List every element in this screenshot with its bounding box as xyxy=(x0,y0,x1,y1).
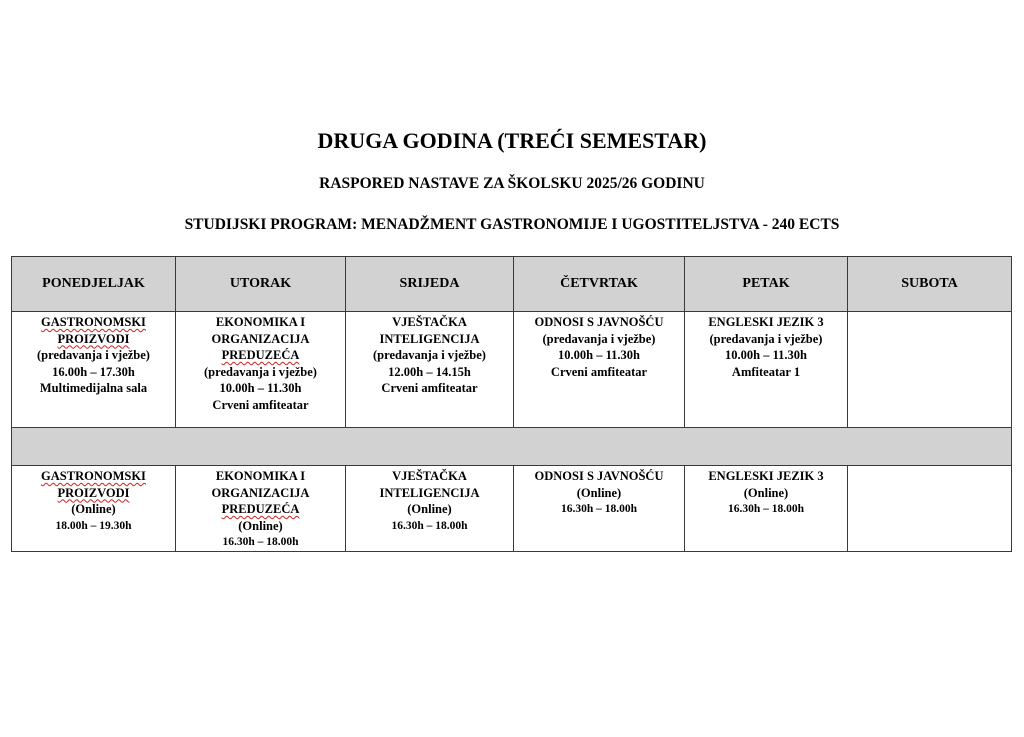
course-name: VJEŠTAČKA xyxy=(392,469,467,483)
course-name: ENGLESKI JEZIK 3 xyxy=(708,315,824,329)
class-mode: (Online) xyxy=(71,502,116,516)
class-mode: (Online) xyxy=(407,502,452,516)
course-name: GASTRONOMSKI xyxy=(41,469,146,483)
schedule-subtitle: RASPORED NASTAVE ZA ŠKOLSKU 2025/26 GODINU xyxy=(319,175,705,192)
class-cell-saturday xyxy=(848,312,1012,428)
class-mode: (Online) xyxy=(743,485,789,500)
day-header-row xyxy=(12,257,1012,312)
class-room: Multimedijalna sala xyxy=(39,381,148,395)
course-name: PROIZVODI xyxy=(57,485,130,500)
day-header-monday: PONEDJELJAK xyxy=(12,257,176,312)
course-name: INTELIGENCIJA xyxy=(379,485,480,500)
online-cell-thursday xyxy=(514,466,685,552)
class-time: 18.00h – 19.30h xyxy=(55,519,132,532)
course-name: EKONOMIKA I xyxy=(215,469,306,483)
class-time: 16.30h – 18.00h xyxy=(727,503,805,515)
course-name: EKONOMIKA I xyxy=(215,315,306,329)
course-name: GASTRONOMSKI xyxy=(41,315,146,329)
class-type: (predavanja i vježbe) xyxy=(37,348,150,362)
page-title: DRUGA GODINA (TREĆI SEMESTAR) xyxy=(317,128,707,153)
class-cell-friday xyxy=(685,312,848,428)
class-room: Crveni amfiteatar xyxy=(550,364,648,379)
day-header-thursday: ČETVRTAK xyxy=(514,257,685,312)
course-name: ODNOSI S JAVNOŠĆU xyxy=(534,469,664,483)
class-room: Amfiteatar 1 xyxy=(731,364,801,379)
class-time: 12.00h – 14.15h xyxy=(388,364,471,379)
table-row-lectures xyxy=(12,312,1012,428)
schedule-table xyxy=(11,256,1012,552)
class-room: Crveni amfiteatar xyxy=(381,381,478,395)
program-title: STUDIJSKI PROGRAM: MENADŽMENT GASTRONOMIJE I UGOSTITELJSTVA - 240 ECTS xyxy=(184,216,840,233)
class-cell-tuesday xyxy=(176,312,346,428)
course-name: ORGANIZACIJA xyxy=(211,331,310,346)
course-name: ENGLESKI JEZIK 3 xyxy=(708,469,824,483)
online-cell-monday xyxy=(12,466,176,552)
course-name: INTELIGENCIJA xyxy=(379,331,480,346)
separator-row xyxy=(12,428,1012,466)
class-type: (predavanja i vježbe) xyxy=(204,364,317,379)
class-time: 10.00h – 11.30h xyxy=(558,348,640,362)
table-row-online xyxy=(12,466,1012,552)
day-header-tuesday: UTORAK xyxy=(176,257,346,312)
course-name: PROIZVODI xyxy=(57,331,130,346)
course-name: ODNOSI S JAVNOŠĆU xyxy=(534,315,664,329)
class-type: (predavanja i vježbe) xyxy=(373,348,486,362)
class-type: (predavanja i vježbe) xyxy=(709,331,823,346)
class-cell-thursday xyxy=(514,312,685,428)
separator-cell xyxy=(12,428,1012,466)
course-name: PREDUZEĆA xyxy=(221,502,300,516)
class-type: (predavanja i vježbe) xyxy=(542,331,656,346)
online-cell-tuesday xyxy=(176,466,346,552)
day-header-saturday: SUBOTA xyxy=(848,257,1012,312)
day-header-wednesday: SRIJEDA xyxy=(346,257,514,312)
class-time: 16.30h – 18.00h xyxy=(222,536,299,548)
class-time: 10.00h – 11.30h xyxy=(725,348,807,362)
class-time: 16.00h – 17.30h xyxy=(52,364,135,379)
class-mode: (Online) xyxy=(238,518,283,533)
class-time: 16.30h – 18.00h xyxy=(560,503,638,515)
online-cell-friday xyxy=(685,466,848,552)
online-cell-saturday xyxy=(848,466,1012,552)
class-cell-monday xyxy=(12,312,176,428)
class-room: Crveni amfiteatar xyxy=(212,397,309,412)
course-name: VJEŠTAČKA xyxy=(392,315,467,329)
day-header-friday: PETAK xyxy=(685,257,848,312)
class-cell-wednesday xyxy=(346,312,514,428)
class-time: 10.00h – 11.30h xyxy=(219,381,302,395)
online-cell-wednesday xyxy=(346,466,514,552)
class-time: 16.30h – 18.00h xyxy=(391,519,468,532)
class-mode: (Online) xyxy=(576,485,622,500)
course-name: ORGANIZACIJA xyxy=(211,485,310,500)
course-name: PREDUZEĆA xyxy=(221,348,300,362)
